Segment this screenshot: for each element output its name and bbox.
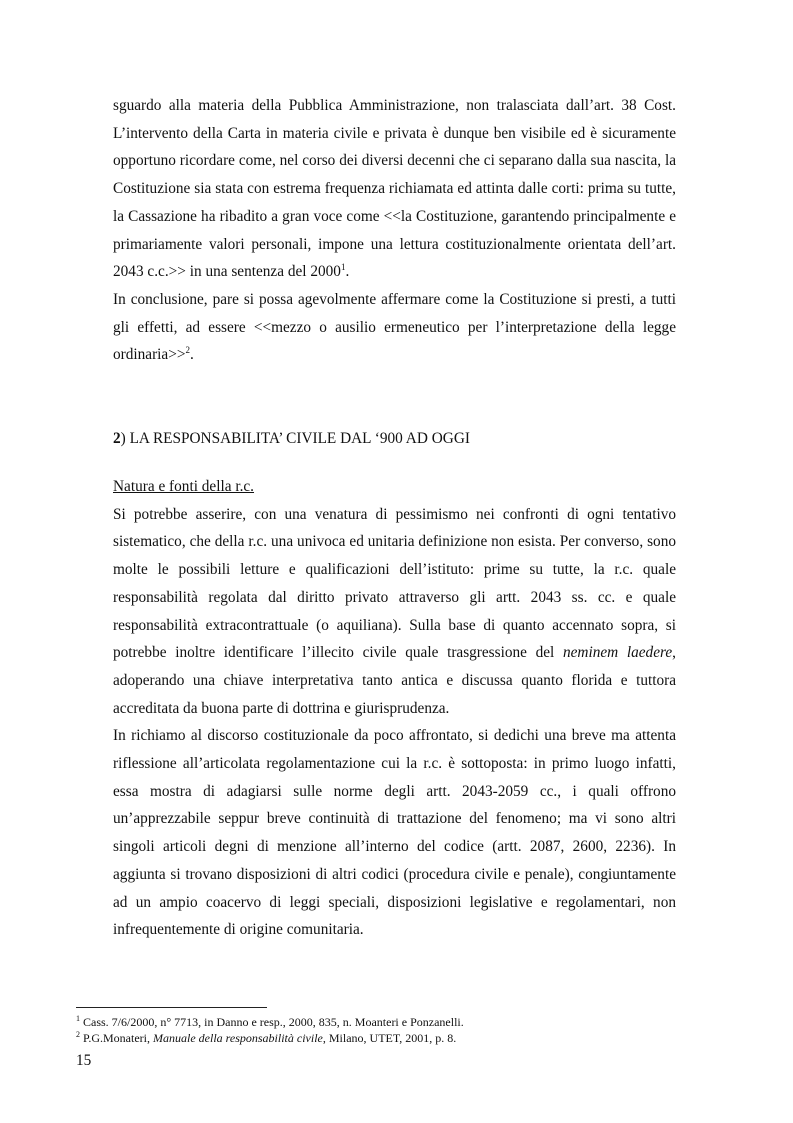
paragraph-tail: . xyxy=(189,346,194,364)
paragraph-tail: . xyxy=(345,263,350,281)
paragraph-nature xyxy=(113,501,676,723)
body-text-section xyxy=(113,473,676,944)
body-text-top xyxy=(113,92,676,369)
paragraph-text: sguardo alla materia della Pubblica Amministrazione, non tralasciata dall’art. 38 Cost. L’intervento della Carta in materia civile e privata è dunque ben visibile ed è sicuramente opportuno ricordare come, nel corso dei diversi decenni che ci separano dalla sua nascita, la Costituzione sia stata con estrema frequenza richiamata ed attinta dalle corti: prima su tutte, la Cassazione ha ribadito a gran voce come <<la Costituzione, garantendo principalmente e primariamente valori personali, impone una lettura costituzionalmente orientata dell’art. 2043 c.c.>> in una sentenza del 2000 xyxy=(113,97,676,281)
footnote-book-title: Manuale della responsabilità civile xyxy=(153,1031,323,1045)
page-number: 15 xyxy=(76,1052,92,1069)
footnote-ref-2[interactable]: 2 xyxy=(185,345,190,356)
paragraph-constitution xyxy=(113,92,676,286)
footnote-text: P.G.Monateri, xyxy=(80,1031,153,1045)
paragraph-text: , adoperando una chiave interpretativa tanto antica e discussa quanto florida e tuttora accreditata da buona parte di dottrina e giurisprudenza. xyxy=(113,644,676,717)
footnote-divider xyxy=(76,1007,267,1008)
footnote-text: Cass. 7/6/2000, n° 7713, in Danno e resp., 2000, 835, n. Moanteri e Ponzanelli. xyxy=(80,1015,464,1029)
latin-term: neminem laedere xyxy=(562,644,673,662)
footnote-mark: 2 xyxy=(76,1030,80,1039)
section-heading xyxy=(113,425,676,453)
footnotes xyxy=(76,1014,696,1046)
paragraph-text: Si potrebbe asserire, con una venatura di pessimismo nei confronti di ogni tentativo sistematico, che della r.c. una univoca ed unitaria definizione non esista. Per converso, sono molte le possibili letture e qualificazioni dell’istituto: prime su tutte, la r.c. quale responsabilità regolata dal diritto privato attraverso gli artt. 2043 ss. cc. e quale responsabilità extracontrattuale (o aquiliana). Sulla base di quanto accennato sopra, si potrebbe inoltre identificare l’illecito civile quale trasgressione del xyxy=(113,505,676,662)
footnote-ref-1[interactable]: 1 xyxy=(340,262,346,273)
paragraph-text: In conclusione, pare si possa agevolmente affermare come la Costituzione si presti, a tutti gli effetti, ad essere <<mezzo o ausilio ermeneutico per l’interpretazione della legge ordinaria>> xyxy=(113,290,676,364)
paragraph-conclusion xyxy=(113,286,676,369)
footnote-2 xyxy=(76,1030,696,1046)
section-title: ) LA RESPONSABILITA’ CIVILE DAL ‘900 AD OGGI xyxy=(120,430,470,447)
footnote-text: , Milano, UTET, 2001, p. 8. xyxy=(322,1031,457,1045)
paragraph-sources: In richiamo al discorso costituzionale da poco affrontato, si dedichi una breve ma attenta riflessione all’articolata regolamentazione cui la r.c. è sottoposta: in primo luogo infatti, essa mostra di adagiarsi sulle norme degli artt. 2043-2059 cc., i quali offrono un’apprezzabile seppur breve continuità di trattazione del fenomeno; ma vi sono altri singoli articoli degni di menzione all’interno del codice (artt. 2087, 2600, 2236). In aggiunta si trovano disposizioni di altri codici (procedura civile e penale), congiuntamente ad un ampio coacervo di leggi speciali, disposizioni legislative e regolamentari, non infrequentemente di origine comunitaria. xyxy=(113,727,676,939)
footnote-1 xyxy=(76,1014,696,1030)
footnote-mark: 1 xyxy=(76,1014,80,1023)
section-number: 2 xyxy=(113,430,121,447)
subheading: Natura e fonti della r.c. xyxy=(113,478,255,495)
